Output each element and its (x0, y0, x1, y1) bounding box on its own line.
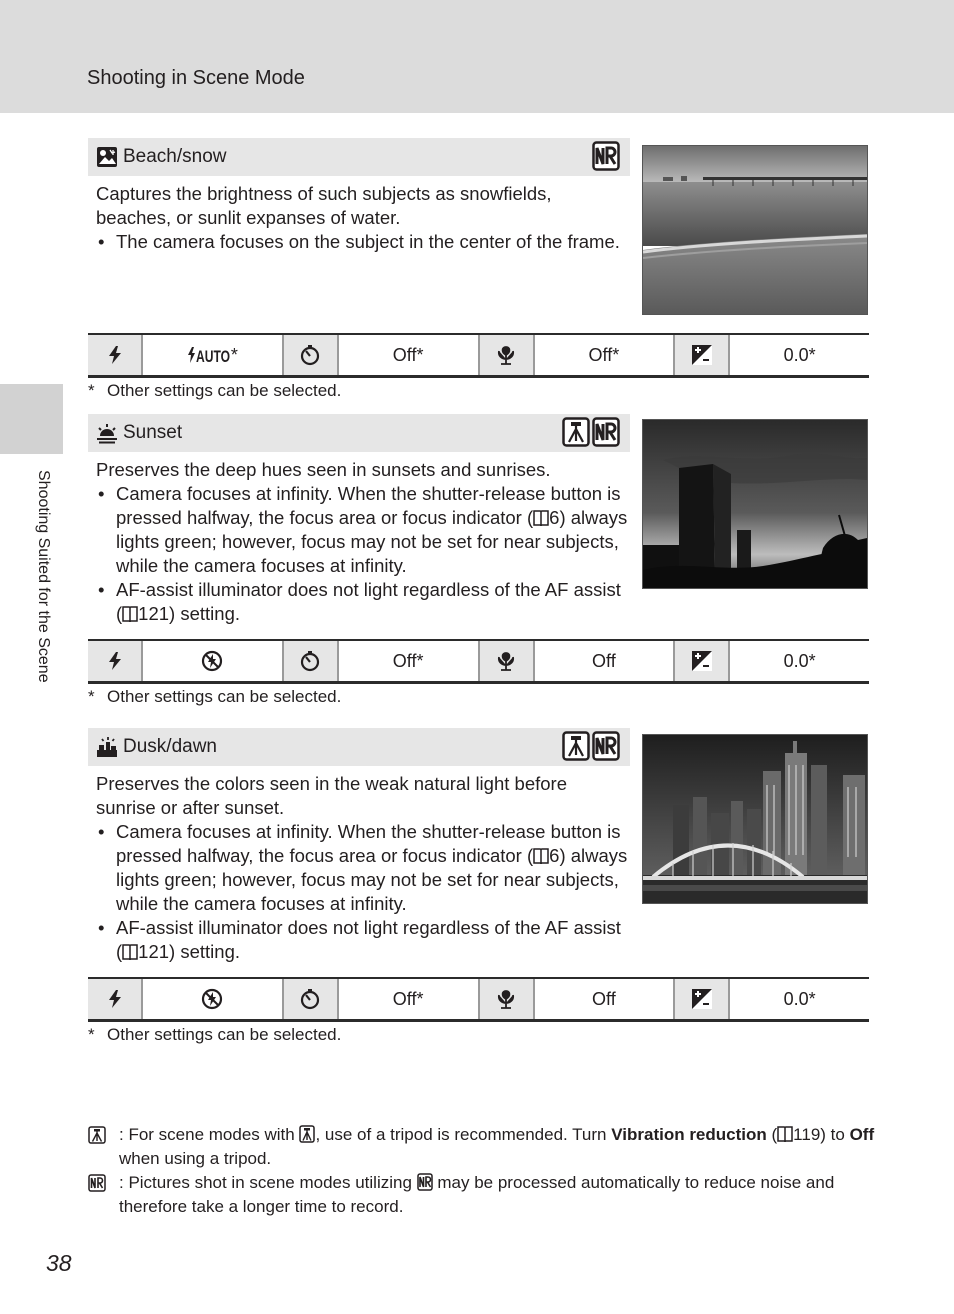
flash-off-icon (201, 988, 223, 1010)
bullet-item: • The camera focuses on the subject in the center of the frame. (96, 230, 630, 254)
flash-mode-cell (88, 641, 143, 681)
flash-value-suffix: * (230, 344, 238, 365)
section-header (88, 138, 630, 176)
exposure-compensation-cell (675, 641, 730, 681)
book-reference-icon (533, 509, 549, 527)
flash-mode-icon (106, 989, 124, 1009)
noise-reduction-icon (592, 417, 620, 447)
section-intro: Preserves the colors seen in the weak natural light before sunrise or after sunset. (96, 773, 567, 818)
footnote-tripod (88, 1123, 878, 1171)
settings-row (88, 977, 869, 1022)
self-timer-cell (284, 979, 339, 1019)
macro-mode-value: Off (535, 979, 676, 1019)
footnote-noise-reduction (88, 1171, 878, 1219)
macro-mode-cell (480, 641, 535, 681)
flash-mode-icon (106, 651, 124, 671)
note-star: * (88, 381, 95, 400)
page-reference: 119 (793, 1125, 821, 1144)
flash-auto-icon (187, 346, 231, 364)
self-timer-icon (299, 988, 321, 1010)
macro-mode-icon (495, 650, 517, 672)
note-star: * (88, 1025, 95, 1044)
svg-text:AUTO: AUTO (195, 347, 230, 364)
section-description (96, 772, 630, 964)
tripod-icon (562, 417, 590, 447)
sunset-photo (642, 419, 868, 589)
bullet-text: ) always lights green; however, focus may not be set for near subjects, while the camera focuses at infinity. (116, 507, 628, 576)
page-header-title: Shooting in Scene Mode (87, 67, 305, 89)
beach-photo (642, 145, 868, 315)
note-text: Other settings can be selected. (107, 381, 342, 400)
tripod-icon (562, 731, 590, 761)
sunset-icon (96, 422, 118, 444)
bullet-text: AF-assist illuminator does not light regardless of the AF assist ( (116, 917, 621, 962)
book-reference-icon (122, 943, 138, 961)
book-reference-icon (777, 1125, 793, 1143)
exposure-compensation-value: 0.0* (783, 650, 816, 671)
setting-value: Off (849, 1125, 875, 1144)
flash-off-icon (201, 650, 223, 672)
section-title: Sunset (123, 422, 183, 443)
city-dusk-photo (642, 734, 868, 904)
book-reference-icon (533, 847, 549, 865)
footnote-text: when using a tripod. (119, 1149, 272, 1168)
tripod-icon (299, 1125, 315, 1143)
bullet-text: Camera focuses at infinity. When the shutter-release button is pressed halfway, the focus area or focus indicator ( (116, 821, 621, 866)
bullet-item (96, 820, 630, 916)
macro-mode-value: Off (535, 641, 676, 681)
settings-note (88, 381, 341, 401)
section-intro: Captures the brightness of such subjects as snowfields, beaches, or sunlit expanses of water. (96, 183, 552, 228)
self-timer-value: Off* (339, 335, 480, 375)
flash-mode-icon (106, 345, 124, 365)
noise-reduction-icon (417, 1173, 433, 1191)
footnote-text: may be processed automatically to reduce noise and therefore take a longer time to record. (119, 1173, 835, 1216)
bullet-item (96, 916, 630, 964)
macro-mode-cell (480, 979, 535, 1019)
self-timer-value: Off* (339, 641, 480, 681)
exposure-compensation-value: 0.0* (783, 344, 816, 365)
bullet-text: AF-assist illuminator does not light regardless of the AF assist ( (116, 579, 621, 624)
self-timer-icon (299, 650, 321, 672)
section-intro: Preserves the deep hues seen in sunsets and sunrises. (96, 459, 551, 480)
flash-mode-value (143, 335, 284, 375)
footnote-text: : Pictures shot in scene modes utilizing (119, 1173, 417, 1192)
footnote-text: : For scene modes with (119, 1125, 300, 1144)
bullet-text: ) always lights green; however, focus may not be set for near subjects, while the camera focuses at infinity. (116, 845, 628, 914)
bullet-text: Camera focuses at infinity. When the shutter-release button is pressed halfway, the focus area or focus indicator ( (116, 483, 621, 528)
page-reference: 6 (549, 845, 560, 866)
settings-row (88, 333, 869, 378)
section-header (88, 728, 630, 766)
noise-reduction-icon (88, 1174, 106, 1192)
noise-reduction-icon (592, 731, 620, 761)
macro-mode-icon (495, 344, 517, 366)
beach-snow-icon (96, 146, 118, 168)
tripod-icon (88, 1126, 106, 1144)
page-reference: 121 (138, 603, 170, 624)
bullet-item (96, 482, 630, 578)
footnote-text: ( (766, 1125, 778, 1144)
header-band (0, 0, 954, 113)
section-description (96, 458, 630, 626)
note-text: Other settings can be selected. (107, 687, 342, 706)
page-reference: 121 (138, 941, 170, 962)
self-timer-value: Off* (339, 979, 480, 1019)
side-tab-label: Shooting Suited for the Scene (35, 470, 52, 683)
section-description (96, 182, 630, 254)
self-timer-cell (284, 335, 339, 375)
flash-mode-cell (88, 979, 143, 1019)
settings-row (88, 639, 869, 684)
bullet-item (96, 578, 630, 626)
section-title: Beach/snow (123, 146, 227, 167)
footnotes (88, 1123, 878, 1219)
bullet-text: ) setting. (169, 603, 240, 624)
self-timer-cell (284, 641, 339, 681)
exposure-compensation-value: 0.0* (783, 988, 816, 1009)
bullet-text: ) setting. (169, 941, 240, 962)
section-header (88, 414, 630, 452)
note-text: Other settings can be selected. (107, 1025, 342, 1044)
flash-mode-value (143, 641, 284, 681)
settings-note (88, 1025, 341, 1045)
setting-name: Vibration reduction (611, 1125, 767, 1144)
note-star: * (88, 687, 95, 706)
book-reference-icon (122, 605, 138, 623)
section-title: Dusk/dawn (123, 736, 217, 757)
exposure-compensation-icon (691, 650, 713, 672)
macro-mode-value: Off* (535, 335, 676, 375)
noise-reduction-icon (592, 141, 620, 171)
macro-mode-icon (495, 988, 517, 1010)
page-reference: 6 (549, 507, 560, 528)
settings-note (88, 687, 341, 707)
exposure-compensation-cell (675, 335, 730, 375)
footnote-text: , use of a tripod is recommended. Turn (315, 1125, 612, 1144)
page-number: 38 (46, 1250, 72, 1276)
exposure-compensation-icon (691, 988, 713, 1010)
exposure-compensation-icon (691, 344, 713, 366)
macro-mode-cell (480, 335, 535, 375)
side-tab (0, 384, 63, 454)
footnote-text: ) to (820, 1125, 850, 1144)
flash-mode-cell (88, 335, 143, 375)
exposure-compensation-cell (675, 979, 730, 1019)
flash-mode-value (143, 979, 284, 1019)
dusk-dawn-icon (96, 736, 118, 758)
self-timer-icon (299, 344, 321, 366)
